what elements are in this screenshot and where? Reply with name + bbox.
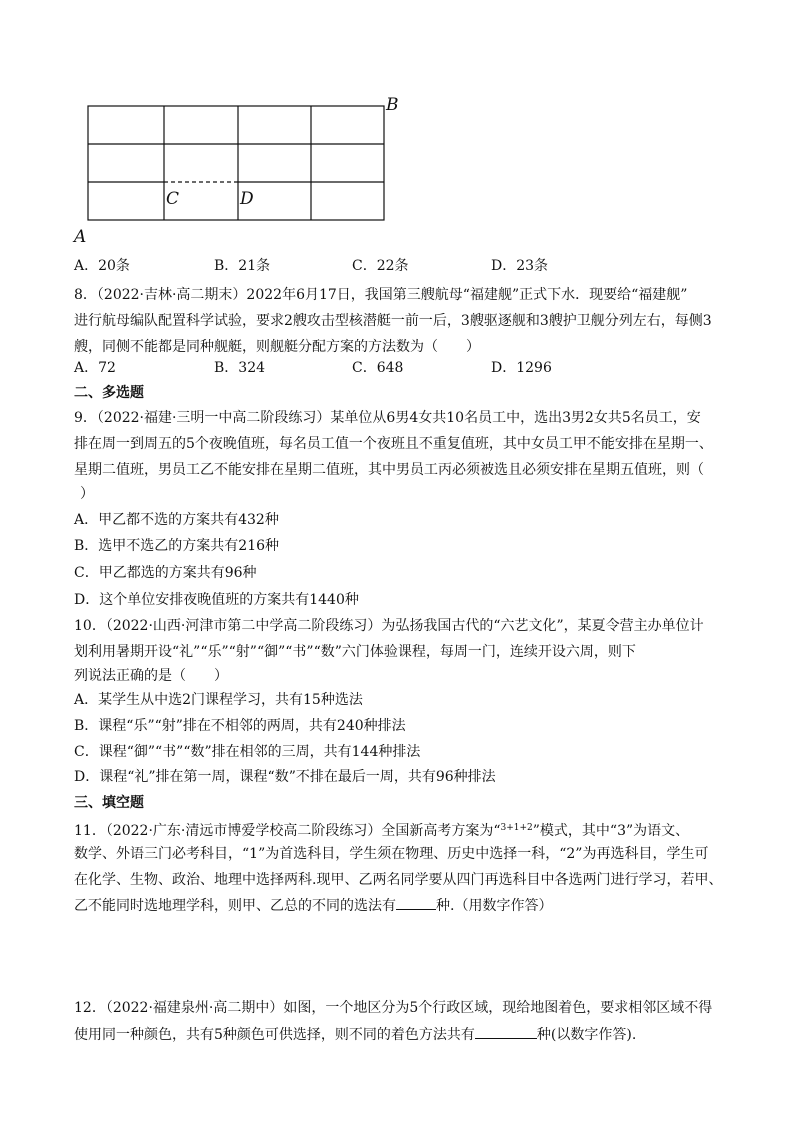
q11-stem-line: 数学、外语三门必考科目，“1”为首选科目，学生须在物理、历史中选择一科，“2”为再选科目，学生可 (74, 846, 709, 862)
q8-option-a[interactable]: A．72 (74, 360, 116, 376)
q11-stem-text: 11．（2022·广东·清远市博爱学校高二阶段练习）全国新高考方案为“ (74, 823, 501, 839)
q7-option-b[interactable]: B．21条 (214, 258, 271, 274)
q8-stem-line: 8．（2022·吉林·高二期末）2022年6月17日，我国第三艘航母“福建舰”正式下水．现要给“福建舰” (74, 287, 688, 303)
q7-option-a[interactable]: A．20条 (74, 258, 130, 274)
q8-option-c[interactable]: C．648 (352, 360, 404, 376)
q7-option-c[interactable]: C．22条 (352, 258, 409, 274)
q12-stem-line (74, 1024, 636, 1045)
q8-options (74, 358, 634, 378)
label-a: A (74, 227, 87, 246)
q12-stem-text: 使用同一种颜色，共有5种颜色可供选择，则不同的着色方法共有 (74, 1027, 475, 1043)
q7-options (74, 256, 634, 276)
q11-answer-blank[interactable] (396, 895, 436, 910)
section-heading-fill-blank: 三、填空题 (74, 795, 144, 811)
section-heading-multi-choice: 二、多选题 (74, 385, 144, 401)
grid-figure (70, 94, 400, 246)
q11-stem-line (74, 895, 552, 916)
q10-stem-line: 10．（2022·山西·河津市第二中学高二阶段练习）为弘扬我国古代的“六艺文化”，某夏令营主办单位计 (74, 618, 704, 634)
q11-stem-text: 乙不能同时选地理学科，则甲、乙总的不同的选法有 (74, 898, 396, 914)
label-b: B (386, 95, 399, 115)
q11-stem-line: 在化学、生物、政治、地理中选择两科.现甲、乙两名同学要从四门再选科目中各选两门进行学习，若甲、 (74, 872, 723, 888)
q11-formula: 3+1+2 (500, 823, 533, 833)
q8-option-d[interactable]: D．1296 (491, 360, 552, 376)
q9-stem-line: 星期二值班，男员工乙不能安排在星期二值班，其中男员工丙必须被选且必须安排在星期五值班，则（ (74, 462, 704, 478)
label-c: C (166, 189, 180, 209)
q10-option-d[interactable]: D．课程“礼”排在第一周，课程“数”不排在最后一周，共有96种排法 (74, 769, 496, 785)
grid-outline (88, 106, 384, 220)
q9-stem-line: 排在周一到周五的5个夜晚值班，每名员工值一个夜班且不重复值班，其中女员工甲不能安排在星期一、 (74, 436, 713, 452)
q9-option-a[interactable]: A．甲乙都不选的方案共有432种 (74, 512, 279, 528)
q10-option-a[interactable]: A．某学生从中选2门课程学习，共有15种选法 (74, 692, 363, 708)
q10-option-c[interactable]: C．课程“御”“书”“数”排在相邻的三周，共有144种排法 (74, 744, 421, 760)
q12-stem-text: 种(以数字作答). (536, 1027, 637, 1043)
q12-stem-line: 12．（2022·福建泉州·高二期中）如图，一个地区分为5个行政区域，现给地图着色，要求相邻区域不得 (74, 1000, 713, 1016)
q8-stem-line: 进行航母编队配置科学试验，要求2艘攻击型核潜艇一前一后，3艘驱逐舰和3艘护卫舰分列左右，每侧3 (74, 313, 712, 329)
q9-option-b[interactable]: B．选甲不选乙的方案共有216种 (74, 538, 280, 554)
label-d: D (240, 189, 254, 209)
q9-stem-line: ） (80, 486, 94, 502)
q10-stem-line: 划利用暑期开设“礼”“乐”“射”“御”“书”“数”六门体验课程，每周一门，连续开设六周，则下 (74, 644, 636, 660)
q9-stem-line: 9．（2022·福建·三明一中高二阶段练习）某单位从6男4女共10名员工中，选出3男2女共5名员工，安 (74, 410, 701, 426)
q10-option-b[interactable]: B．课程“乐”“射”排在不相邻的两周，共有240种排法 (74, 718, 406, 734)
q11-stem-line (74, 818, 689, 841)
q9-option-d[interactable]: D．这个单位安排夜晚值班的方案共有1440种 (74, 592, 359, 608)
q11-stem-text: 种.（用数字作答） (436, 898, 553, 914)
q8-option-b[interactable]: B．324 (214, 360, 266, 376)
q10-stem-line: 列说法正确的是（ ） (74, 668, 228, 684)
q7-option-d[interactable]: D．23条 (491, 258, 549, 274)
q9-option-c[interactable]: C．甲乙都选的方案共有96种 (74, 565, 257, 581)
q12-answer-blank[interactable] (475, 1024, 537, 1039)
q8-stem-line: 艘，同侧不能都是同种舰艇，则舰艇分配方案的方法数为（ ） (74, 339, 480, 355)
q11-stem-text: ”模式，其中“3”为语文、 (532, 823, 690, 839)
